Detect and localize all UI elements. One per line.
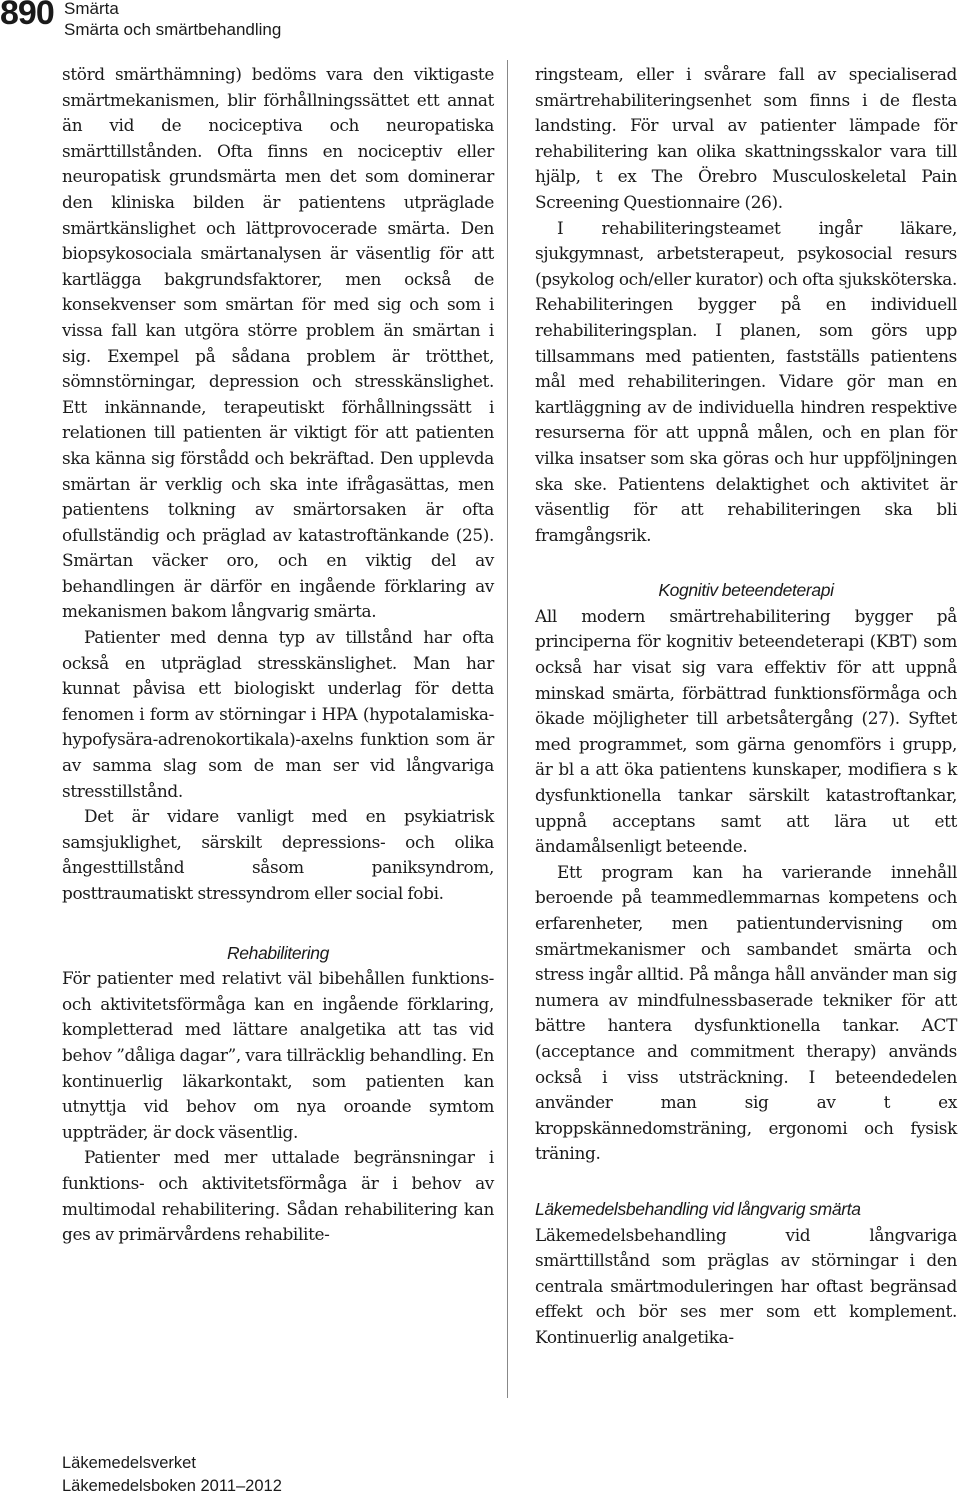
paragraph: störd smärthämning) bedöms vara den viktigaste smärtmekanismen, blir förhållningssättet ett annat än vid de nociceptiva och neuropatiska smärttillstånden. Ofta finns en nociceptiv eller neuropatisk grundsmärta men det som dominerar den kliniska bilden är patientens utpräglade smärtkänslighet och lättprovocerade smärta. Den biopsykosociala smärtanalysen är väsentlig för att kartlägga bakgrundsfaktorer, men också de konsekvenser som smärtan för med sig och som i vissa fall kan utgöra större problem än smärtan i sig. Exempel på sådana problem är trötthet, sömnstörningar, depression och stresskänslighet. Ett inkännande, terapeutiskt förhållningssätt i relationen till patienten är viktigt för att patienten ska känna sig förstådd och bekräftad. Den upplevda smärtan är verklig och ska inte ifrågasättas, men patientens tolkning av smärtorsaken är ofta ofullständig och präglad av katastroftänkande (25). Smärtan väcker oro, och en viktig del av behandlingen är därför en ingående förklaring av mekanismen bakom långvarig smärta. — [62, 64, 494, 622]
page-header — [0, 0, 960, 44]
paragraph: All modern smärtrehabilitering bygger på principerna för kognitiv beteendeterapi (KBT) som också har visat sig vara effektiv för att uppnå minskad smärta, förbättrad funktionsförmåga och ökade möjligheter till arbetsåtergång (27). Syftet med programmet, som gärna genomförs i grupp, är bl a att öka patientens kunskaper, modifiera s k dysfunktionella tankar särskilt katastroftankar, uppnå acceptans samt att lära ut ett ändamålsenligt beteende. — [535, 605, 957, 857]
section-heading-rehabilitering: Rehabilitering — [226, 942, 330, 963]
page-footer — [62, 1452, 282, 1498]
left-column — [62, 62, 494, 1248]
footer-book-title: Läkemedelsboken 2011–2012 — [62, 1477, 282, 1495]
running-title — [64, 0, 281, 40]
paragraph: Ett program kan ha varierande innehåll beroende på teammedlemmarnas kompetens och erfarenheter, men patientundervisning om smärtmekanismer och sambandet smärta och stress ingår alltid. På många håll använder man sig numera av mindfulnessbaserade tekniker för att bättre hantera dysfunktionella tankar. ACT (acceptance and commitment therapy) används också i viss utsträckning. I beteendedelen använder man sig av t ex kroppskännedomsträning, ergonomi och fysisk träning. — [535, 861, 957, 1164]
right-column — [535, 62, 957, 1351]
section-heading-lakemedel: Läkemedelsbehandling vid långvarig smärta — [535, 1198, 861, 1219]
column-divider — [507, 60, 508, 1398]
section-title: Smärta och smärtbehandling — [64, 20, 282, 39]
paragraph: Det är vidare vanligt med en psykiatrisk samsjuklighet, särskilt depressions- och olika ångesttillstånd såsom paniksyndrom, posttraumatiskt stressyndrom eller social fobi. — [62, 806, 494, 903]
paragraph: För patienter med relativt väl bibehållen funktions- och aktivitetsförmåga kan en ingående förklaring, kompletterad med lättare analgetika att tas vid behov ”dåliga dagar”, vara tillräcklig behandling. En kontinuerlig läkarkontakt, som patienten kan utnyttja vid behov om nya oroande symtom uppträder, är dock väsentlig. — [62, 968, 494, 1142]
paragraph: I rehabiliteringsteamet ingår läkare, sjukgymnast, arbetsterapeut, psykosocial resurs (psykolog och/eller kurator) och ofta sjuksköterska. Rehabiliteringen bygger på en individuell rehabiliteringsplan. I planen, som görs upp tillsammans med patienten, fastställs patientens mål med rehabiliteringen. Vidare gör man en kartläggning av de individuella hindren respektive resurserna för att uppnå målen, och en plan för vilka insatser som ska göras och hur uppföljningen ska ske. Patientens delaktighet och aktivitet är väsentlig för att rehabiliteringen ska bli framgångsrik. — [535, 217, 957, 545]
paragraph: Patienter med denna typ av tillstånd har ofta också en utpräglad stresskänslighet. Man har kunnat påvisa ett biologiskt underlag för detta fenomen i form av störningar i HPA (hypotalamiska-hypofysära-adrenokortikala)-axelns funktion som är av samma slag som de man ser vid långvariga stresstillstånd. — [62, 627, 494, 801]
section-heading-kbt: Kognitiv beteendeterapi — [658, 580, 834, 601]
paragraph: ringsteam, eller i svårare fall av specialiserad smärtrehabiliteringsenhet som finns i de flesta landsting. För urval av patienter lämpade för rehabilitering kan olika skattningsskalor vara till hjälp, t ex The Örebro Musculoskeletal Pain Screening Questionnaire (26). — [535, 64, 957, 212]
paragraph: Patienter med mer uttalade begränsningar i funktions- och aktivitetsförmåga är i behov av multimodal rehabilitering. Sådan rehabilitering kan ges av primärvårdens rehabilite- — [62, 1147, 494, 1245]
paragraph: Läkemedelsbehandling vid långvariga smärttillstånd som präglas av störningar i den centrala smärtmoduleringen har oftast begränsad effekt och bör ses mer som ett komplement. Kontinuerlig analgetika- — [535, 1224, 957, 1347]
chapter-title: Smärta — [64, 0, 119, 18]
footer-publisher: Läkemedelsverket — [62, 1454, 196, 1472]
page-number: 890 — [0, 0, 54, 32]
